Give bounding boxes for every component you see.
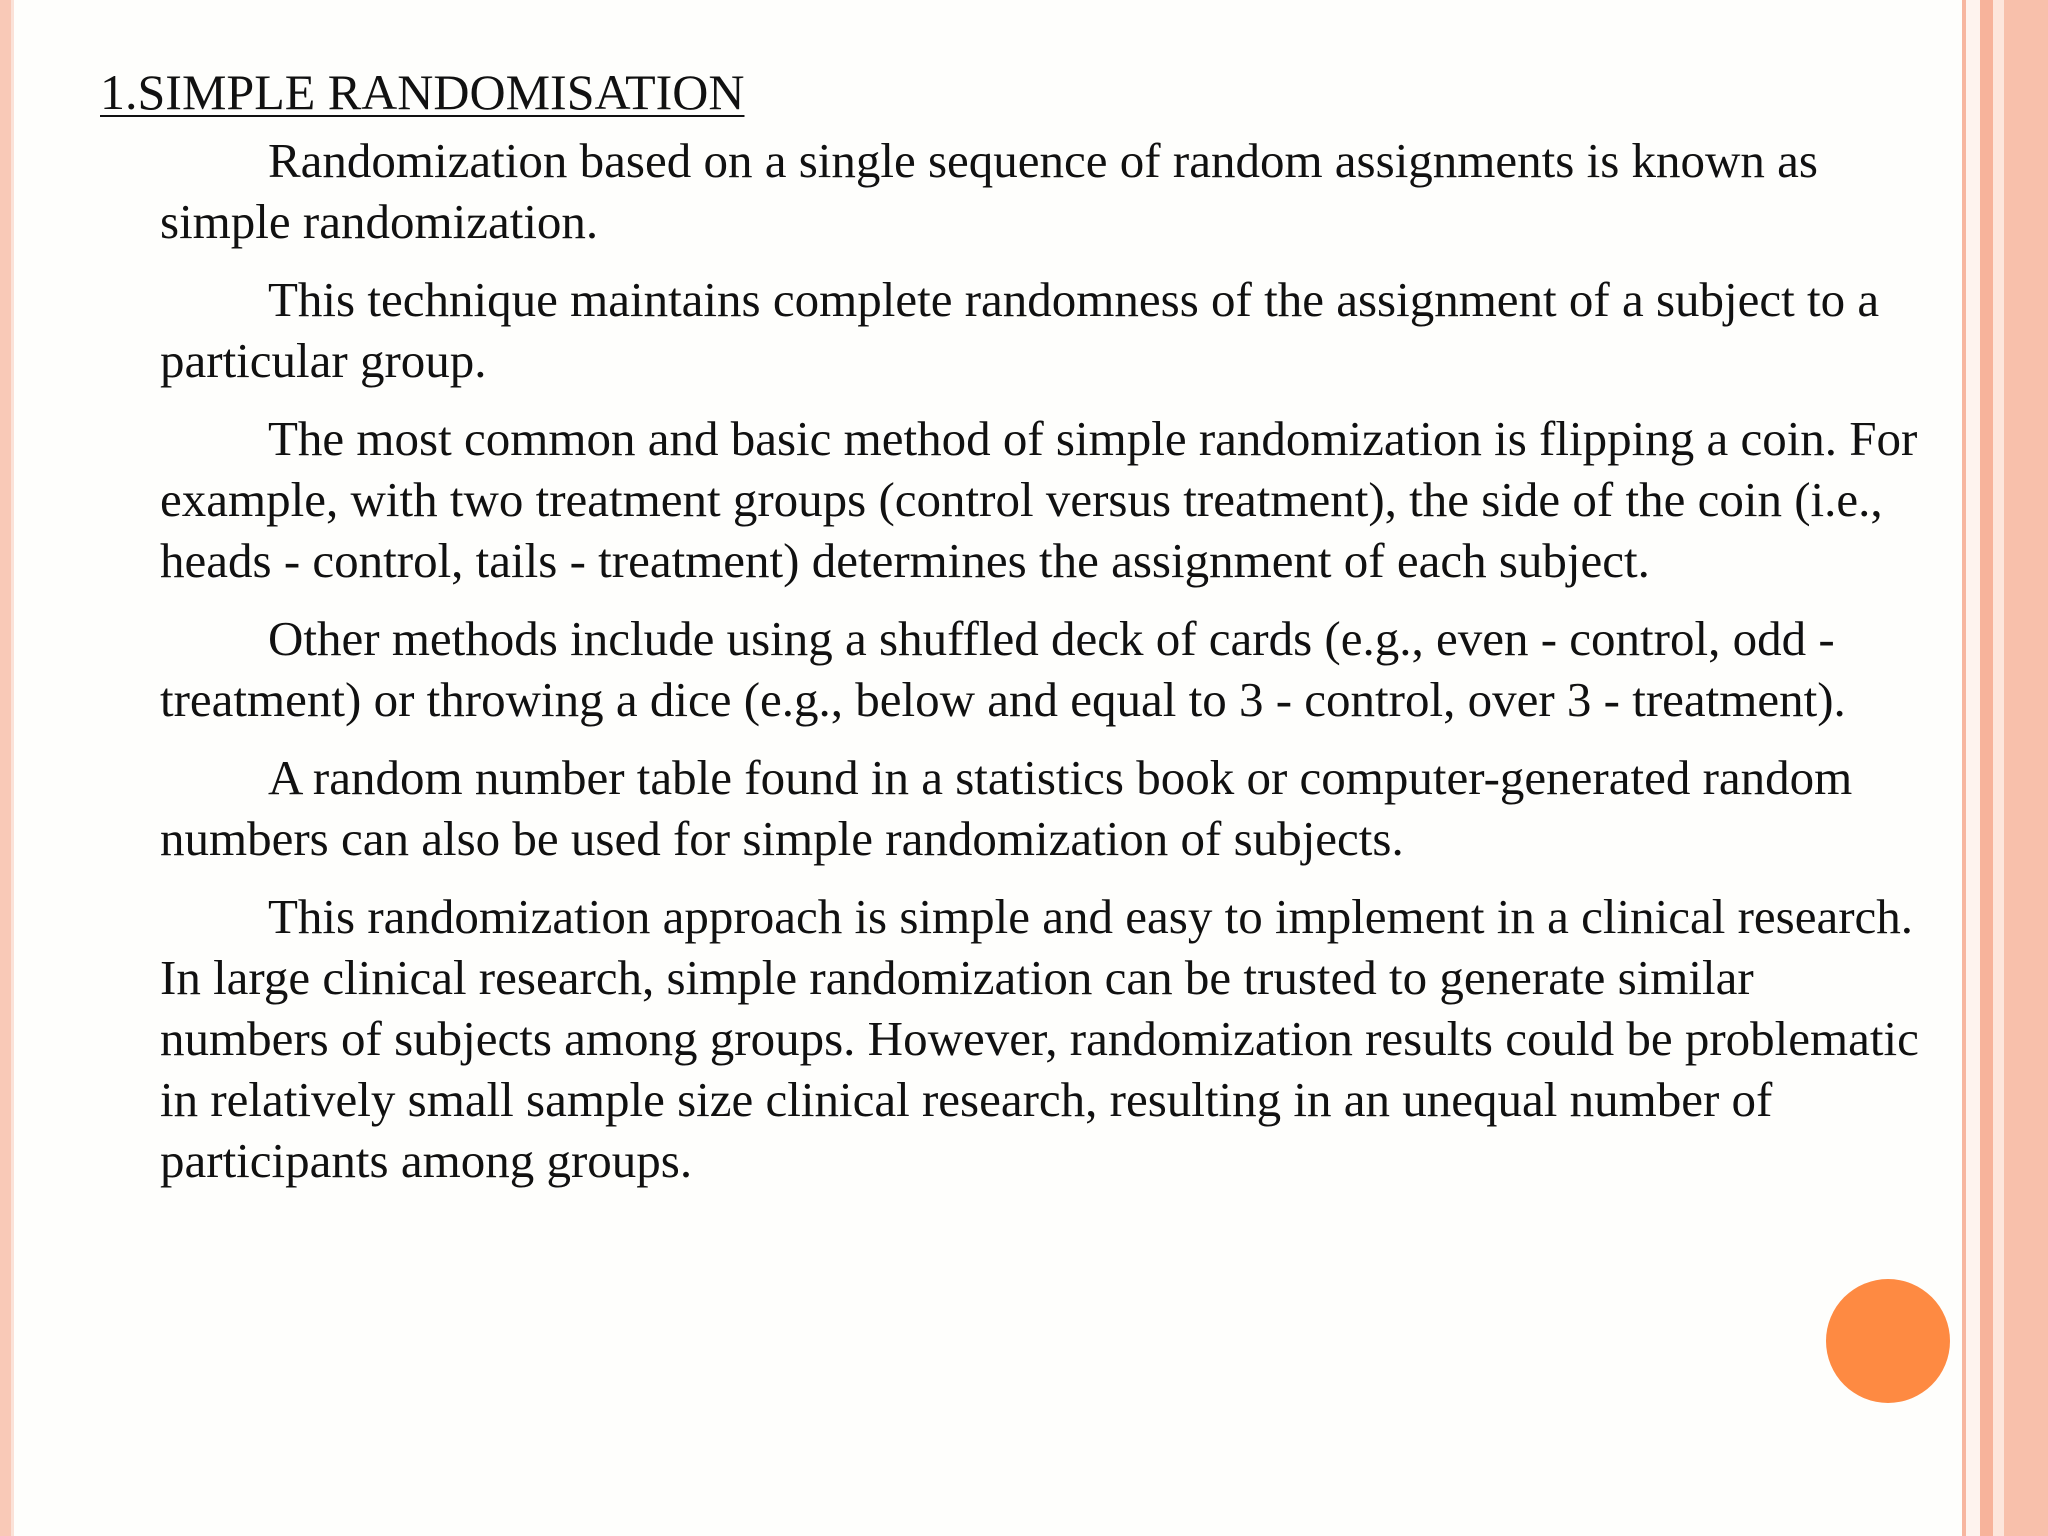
paragraph-approach: This randomization approach is simple and easy to implement in a clinical research. In large clinical research, simple randomization can be trusted to generate similar numbers of subjects among groups. However, randomization results could be problematic in relatively small sample size clinical research, resulting in an unequal number of participants among groups. bbox=[160, 889, 1919, 1188]
right-border-gap bbox=[1966, 0, 1980, 1536]
paragraph-random-number-table: A random number table found in a statistics book or computer-generated random numbers can also be used for simple randomization of subjects. bbox=[160, 750, 1853, 866]
right-border-band-2 bbox=[2004, 0, 2048, 1536]
right-border-gap-2 bbox=[1993, 0, 2004, 1536]
paragraph-randomness: This technique maintains complete randomness of the assignment of a subject to a particular group. bbox=[160, 272, 1880, 388]
left-border-line bbox=[11, 0, 14, 1536]
slide-content bbox=[98, 58, 1928, 1208]
right-border-band bbox=[1980, 0, 1993, 1536]
paragraph-coin-flip: The most common and basic method of simple randomization is flipping a coin. For example, with two treatment groups (control versus treatment), the side of the coin (i.e., heads - control, tails - treatment) determines the assignment of each subject. bbox=[160, 411, 1918, 588]
slide-heading: 1.SIMPLE RANDOMISATION bbox=[100, 64, 745, 120]
orange-circle-decoration bbox=[1826, 1279, 1950, 1403]
paragraph-definition: Randomization based on a single sequence of random assignments is known as simple randomization. bbox=[160, 133, 1818, 249]
left-border-band bbox=[0, 0, 11, 1536]
paragraph-other-methods: Other methods include using a shuffled deck of cards (e.g., even - control, odd - treatment) or throwing a dice (e.g., below and equal to 3 - control, over 3 - treatment). bbox=[160, 611, 1846, 727]
